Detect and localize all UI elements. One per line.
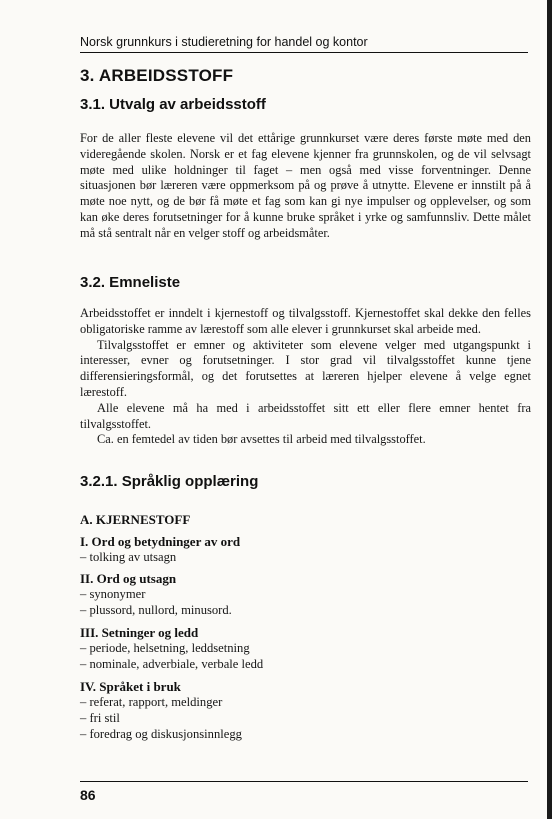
group-4-heading: IV. Språket i bruk xyxy=(80,679,181,694)
list-item: – periode, helsetning, leddsetning xyxy=(80,641,250,655)
list-item: – fri stil xyxy=(80,711,120,725)
list-item: – synonymer xyxy=(80,587,146,601)
list-item: – tolking av utsagn xyxy=(80,550,177,564)
page-edge xyxy=(547,0,552,819)
section-3-2-paragraph-3: Alle elevene må ha med i arbeidsstoffet sitt ett eller flere emner hentet fra tilvalgsstoffet. xyxy=(80,400,531,431)
group-4-list xyxy=(80,694,242,742)
list-item: – foredrag og diskusjonsinnlegg xyxy=(80,727,242,741)
footer-rule xyxy=(80,781,528,782)
group-2-list xyxy=(80,586,232,618)
section-3-2-paragraph-2: Tilvalgsstoffet er emner og aktiviteter som elevene velger med utgangspunkt i interesser, evner og forutsetninger. I stor grad vil tilvalgsstoffet kunne tjene differensieringsformål, og det forutsettes at læreren hjelper elevene å velge egnet lærestoff. xyxy=(80,337,531,399)
group-3-list xyxy=(80,640,263,672)
section-3-2-paragraph-1: Arbeidsstoffet er inndelt i kjernestoff og tilvalgsstoff. Kjernestoffet skal dekke den felles obligatoriske ramme av lærestoff som alle elever i grunnkurset skal arbeide med. xyxy=(80,306,531,336)
section-3-2-title: 3.2. Emneliste xyxy=(80,274,181,291)
list-item: – plussord, nullord, minusord. xyxy=(80,603,232,617)
running-header: Norsk grunnkurs i studieretning for handel og kontor xyxy=(80,35,528,53)
section-3-2-1-title: 3.2.1. Språklig opplæring xyxy=(80,473,259,490)
group-1-heading: I. Ord og betydninger av ord xyxy=(80,534,241,549)
section-3-2-body xyxy=(80,306,531,448)
section-3-1-body xyxy=(80,131,531,242)
group-2-heading: II. Ord og utsagn xyxy=(80,571,177,586)
list-item: – nominale, adverbiale, verbale ledd xyxy=(80,657,264,671)
section-3-1-title: 3.1. Utvalg av arbeidsstoff xyxy=(80,96,266,113)
group-3-heading: III. Setninger og ledd xyxy=(80,625,199,640)
group-1-list xyxy=(80,549,176,565)
section-3-2-paragraph-4: Ca. en femtedel av tiden bør avsettes til arbeid med tilvalgsstoffet. xyxy=(97,432,426,447)
page-number: 86 xyxy=(80,787,96,803)
kjernestoff-heading: A. KJERNESTOFF xyxy=(80,512,191,527)
chapter-title: 3. ARBEIDSSTOFF xyxy=(80,66,234,85)
list-item: – referat, rapport, meldinger xyxy=(80,695,223,709)
section-3-1-paragraph: For de aller fleste elevene vil det ettårige grunnkurset være deres første møte med den videregående skolen. Norsk er et fag elevene kjenner fra grunnskolen, og de vil selvsagt møte med ulike holdninger til faget – men også med visse forventninger. Denne situasjonen bør læreren være oppmerksom på og prøve å utnytte. Elevene er innstilt på å møte noe nytt, og de bør få møte et fag som kan gi nye impulser og opplevelser, og som kan øke deres forutsetninger for å kunne bruke språket i yrke og samfunnsliv. Dette målet må stå sentralt når en velger stoff og arbeidsmåter. xyxy=(80,131,531,240)
